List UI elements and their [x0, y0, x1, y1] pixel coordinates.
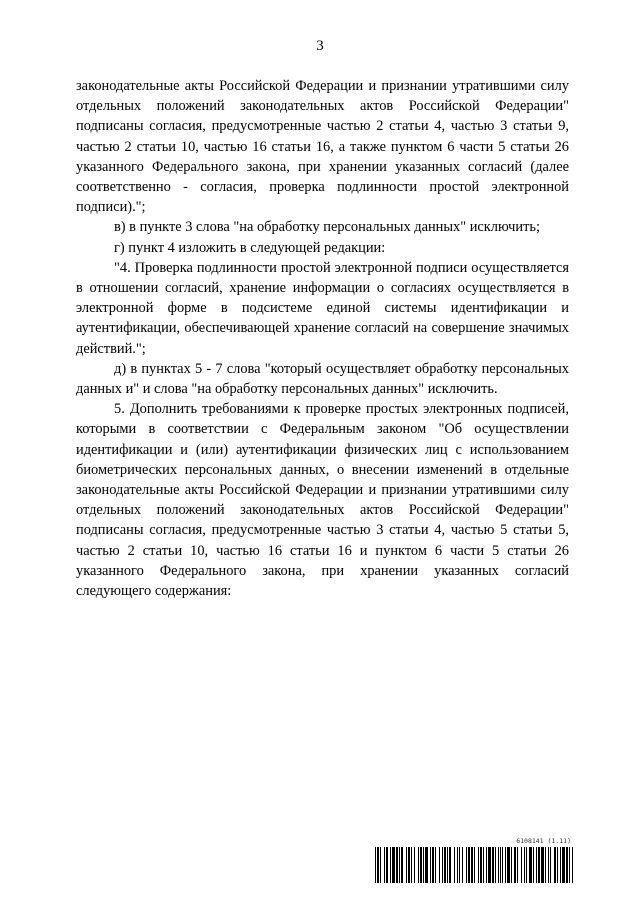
barcode-bar: [430, 847, 431, 883]
barcode-bar: [408, 847, 410, 883]
page-number: 3: [316, 38, 324, 54]
barcode-bar: [447, 847, 448, 883]
barcode-bar: [414, 847, 415, 883]
paragraph-item-v: в) в пункте 3 слова "на обработку персональных данных" исключить;: [114, 219, 540, 236]
barcode-bar: [498, 847, 499, 883]
barcode-bar: [548, 847, 549, 883]
barcode-bar: [488, 847, 491, 883]
barcode-bar: [449, 847, 451, 883]
barcode-bar: [444, 847, 446, 883]
barcode-bar: [524, 847, 525, 883]
barcode-bar: [483, 847, 484, 883]
barcode-bar: [492, 847, 494, 883]
barcode-bar: [423, 847, 424, 883]
paragraph-point-5: 5. Дополнить требованиями к проверке простых электронных подписей, которыми в соответствии с Федеральным законом "Об осуществлении идентификации и (или) аутентификации физических лиц с использованием биометрических персональных данных, о внесении изменений в отдельные законодательные акты Российской Федерации и признании утратившими силу отдельных положений законодательных актов Российской Федерации" подписаны согласия, предусмотренные частью 3 статьи 4, частью 5 статьи 5, частью 2 статьи 10, частью 16 статьи 16 и пунктом 6 части 5 статьи 26 указанного Федерального закона, при хранении указанных согласий следующего содержания:: [76, 401, 569, 600]
paragraph-continuation: законодательные акты Российской Федерации и признании утратившими силу отдельных положений законодательных актов Российской Федерации" подписаны согласия, предусмотренные частью 2 статьи 4, частью 3 статьи 9, частью 2 статьи 10, частью 16 статьи 16, а также пунктом 6 части 5 статьи 26 указанного Федерального закона, при хранении указанных согласий (далее соответственно - согласия, проверка подлинности простой электронной подписи).";: [76, 78, 569, 216]
paragraph-item-g: г) пункт 4 изложить в следующей редакции:: [114, 239, 386, 256]
barcode-bar: [406, 847, 407, 883]
document-body: [76, 76, 569, 601]
barcode-bar: [533, 847, 534, 883]
barcode-bar: [502, 847, 503, 883]
barcode-bar: [386, 847, 388, 883]
barcode-bar: [541, 847, 544, 883]
barcode-bar: [471, 847, 473, 883]
barcode-bar: [457, 847, 458, 883]
barcode-bar: [560, 847, 561, 883]
barcode-bar: [557, 847, 558, 883]
barcode-bar: [454, 847, 455, 883]
barcode-bar: [399, 847, 400, 883]
barcode-bar: [550, 847, 551, 883]
barcode-bar: [554, 847, 556, 883]
barcode-bar: [526, 847, 527, 883]
barcode-bar: [474, 847, 475, 883]
barcode-block: [375, 837, 573, 885]
barcode-bar: [418, 847, 419, 883]
barcode-bar: [459, 847, 460, 883]
barcode-bar: [529, 847, 532, 883]
barcode-bar: [390, 847, 391, 883]
barcode-bar: [377, 847, 379, 883]
barcode-bar: [507, 847, 510, 883]
barcode-bar: [432, 847, 434, 883]
barcode-bar: [500, 847, 501, 883]
barcode-bar: [392, 847, 395, 883]
barcode-bar: [468, 847, 470, 883]
barcode-bar: [480, 847, 482, 883]
barcode-bar: [521, 847, 522, 883]
paragraph-item-d: д) в пунктах 5 - 7 слова "который осуществляет обработку персональных данных и" и слова "на обработку персональных данных" исключить.: [76, 360, 569, 398]
barcode-bar: [545, 847, 546, 883]
barcode-bar: [514, 847, 516, 883]
barcode-bar: [466, 847, 467, 883]
paragraph-point-4: "4. Проверка подлинности простой электронной подписи осуществляется в отношении согласий, хранение информации о согласиях осуществляется в электронной форме в подсистеме единой системы идентификации и аутентификации, обеспечивающей хранение согласий на совершение значимых действий.";: [76, 259, 569, 357]
barcode-bar: [380, 847, 381, 883]
barcode-bar: [536, 847, 537, 883]
barcode-bar: [420, 847, 422, 883]
barcode-bar: [505, 847, 506, 883]
barcode-bar: [439, 847, 440, 883]
barcode-bar: [401, 847, 403, 883]
barcode-bar: [562, 847, 565, 883]
barcode-bar: [511, 847, 512, 883]
barcode-code: 6108141 (1.11): [516, 837, 571, 845]
barcode-image: [375, 847, 573, 883]
barcode-bar: [517, 847, 518, 883]
barcode-bar: [384, 847, 385, 883]
barcode-bar: [495, 847, 496, 883]
barcode-bar: [425, 847, 428, 883]
barcode-bar: [462, 847, 463, 883]
barcode-bar: [478, 847, 479, 883]
barcode-bar: [411, 847, 412, 883]
barcode-bar: [375, 847, 376, 883]
barcode-bar: [442, 847, 443, 883]
barcode-bar: [435, 847, 436, 883]
barcode-bar: [486, 847, 487, 883]
barcode-bar: [566, 847, 568, 883]
barcode-bar: [396, 847, 398, 883]
barcode-bar: [569, 847, 570, 883]
barcode-bar: [572, 847, 573, 883]
barcode-bar: [538, 847, 540, 883]
